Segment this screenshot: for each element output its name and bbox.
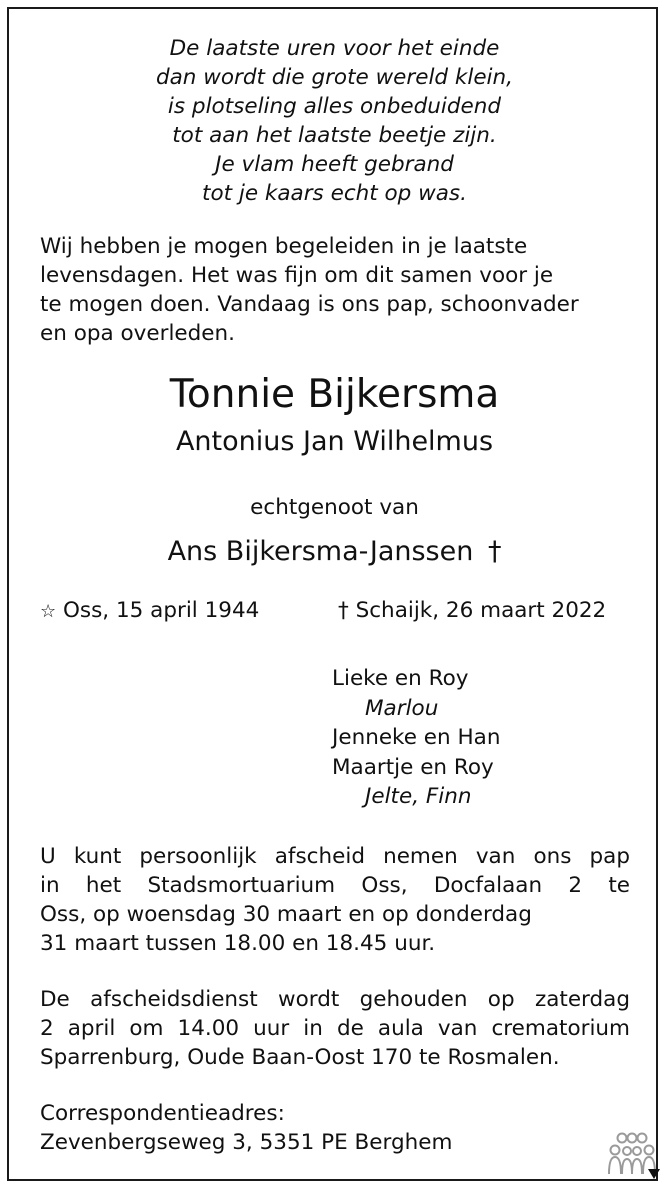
birth-line — [40, 597, 259, 626]
service-paragraph — [40, 985, 630, 1072]
intro-line: en opa overleden. — [40, 321, 235, 346]
star-icon: ☆ — [40, 601, 57, 622]
correspondence-block — [40, 1099, 630, 1157]
service-line: De afscheidsdienst wordt gehouden op zaterdag — [40, 987, 630, 1012]
family-couple: Jenneke en Han — [332, 725, 501, 750]
poem-line: tot je kaars echt op was. — [202, 181, 467, 206]
farewell-line: 31 maart tussen 18.00 en 18.45 uur. — [40, 931, 436, 956]
intro-paragraph — [40, 232, 630, 348]
spouse-label: echtgenoot van — [250, 495, 419, 520]
poem-line: Je vlam heeft gebrand — [215, 152, 454, 177]
family-couple: Lieke en Roy — [332, 666, 469, 691]
service-line: 2 april om 14.00 uur in de aula van crematorium — [40, 1016, 630, 1041]
cross-icon: † — [338, 598, 349, 623]
correspondence-address: Zevenbergseweg 3, 5351 PE Berghem — [40, 1130, 453, 1155]
intro-line: te mogen doen. Vandaag is ons pap, schoonvader — [40, 292, 579, 317]
poem-line: is plotseling alles onbeduidend — [167, 94, 502, 119]
intro-line: Wij hebben je mogen begeleiden in je laatste — [40, 234, 528, 259]
death-line — [338, 597, 606, 625]
spouse-name: Ans Bijkersma-Janssen — [167, 536, 474, 567]
family-grandchildren: Jelte, Finn — [365, 784, 472, 809]
poem-line: dan wordt die grote wereld klein, — [155, 65, 513, 90]
family-grandchildren: Marlou — [365, 695, 439, 721]
death-text: Schaijk, 26 maart 2022 — [355, 598, 607, 623]
service-line: Sparrenburg, Oude Baan-Oost 170 te Rosmalen. — [40, 1045, 560, 1070]
poem-line: tot aan het laatste beetje zijn. — [172, 123, 497, 148]
farewell-line: in het Stadsmortuarium Oss, Docfalaan 2 te — [40, 873, 630, 898]
cross-icon: † — [487, 536, 502, 567]
farewell-line: Oss, op woensdag 30 maart en op donderdag — [40, 902, 532, 927]
triangle-down-icon — [647, 1168, 661, 1180]
deceased-full-name: Antonius Jan Wilhelmus — [175, 426, 494, 457]
poem-line: De laatste uren voor het einde — [169, 36, 500, 61]
correspondence-label: Correspondentieadres: — [40, 1101, 285, 1126]
family-couple: Maartje en Roy — [332, 754, 494, 780]
deceased-name: Tonnie Bijkersma — [169, 372, 500, 417]
spouse-line — [0, 534, 669, 570]
farewell-paragraph — [40, 842, 630, 958]
poem — [0, 34, 669, 208]
birth-text: Oss, 15 april 1944 — [62, 598, 260, 623]
intro-line: levensdagen. Het was fijn om dit samen voor je — [40, 263, 554, 288]
farewell-line: U kunt persoonlijk afscheid nemen van ons pap — [40, 844, 630, 869]
family-list — [332, 664, 500, 812]
